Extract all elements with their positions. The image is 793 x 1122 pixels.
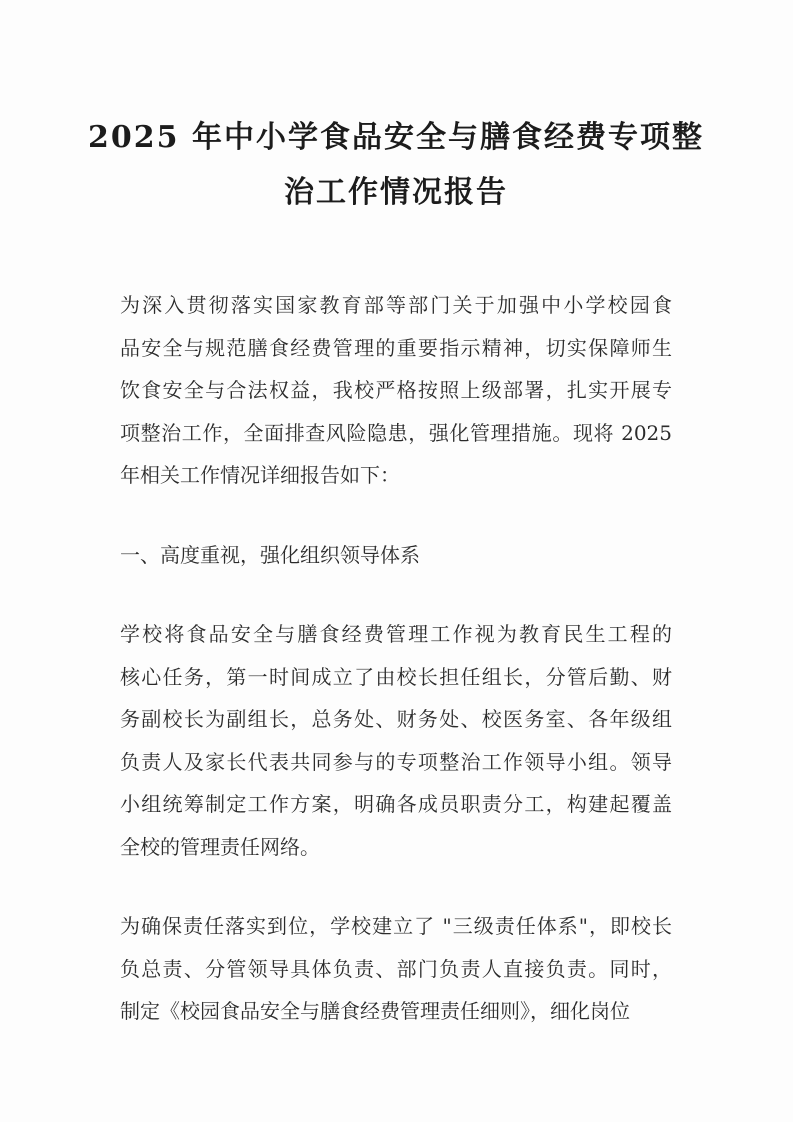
text-line: 务副校长为副组长，总务处、财务处、校医务室、各年级组 — [120, 707, 672, 731]
body-paragraph — [120, 905, 672, 1033]
text-line: 为深入贯彻落实国家教育部等部门关于加强中小学校园食 — [120, 293, 672, 317]
page-content — [0, 110, 793, 1122]
text-line: 年相关工作情况详细报告如下： — [120, 463, 400, 487]
document-title-line-2: 治工作情况报告 — [284, 175, 508, 210]
body-paragraph — [120, 613, 672, 868]
body-paragraph — [120, 284, 672, 497]
text-line: 品安全与规范膳食经费管理的重要指示精神，切实保障师生 — [120, 335, 672, 360]
text-line: 负责人及家长代表共同参与的专项整治工作领导小组。领导 — [120, 749, 672, 774]
text-line: 全校的管理责任网络。 — [120, 834, 320, 859]
text-line: 为确保责任落实到位，学校建立了 "三级责任体系"，即校长 — [120, 914, 672, 938]
text-line: 项整治工作，全面排查风险隐患，强化管理措施。现将 2025 — [120, 420, 672, 445]
text-line: 核心任务，第一时间成立了由校长担任组长，分管后勤、财 — [120, 664, 672, 689]
text-line: 负总责、分管领导具体负责、部门负责人直接负责。同时， — [120, 956, 672, 981]
document-title — [86, 110, 706, 220]
text-line: 一、高度重视，强化组织领导体系 — [120, 542, 420, 567]
document-body — [120, 284, 672, 1033]
text-line: 制定《校园食品安全与膳食经费管理责任细则》，细化岗位 — [120, 999, 630, 1023]
text-line: 学校将食品安全与膳食经费管理工作视为教育民生工程的 — [120, 622, 672, 646]
text-line: 小组统筹制定工作方案，明确各成员职责分工，构建起覆盖 — [120, 792, 672, 816]
section-heading — [120, 534, 672, 577]
text-line: 饮食安全与合法权益，我校严格按照上级部署，扎实开展专 — [120, 378, 672, 402]
document-title-line-1: 2025 年中小学食品安全与膳食经费专项整 — [88, 120, 704, 155]
